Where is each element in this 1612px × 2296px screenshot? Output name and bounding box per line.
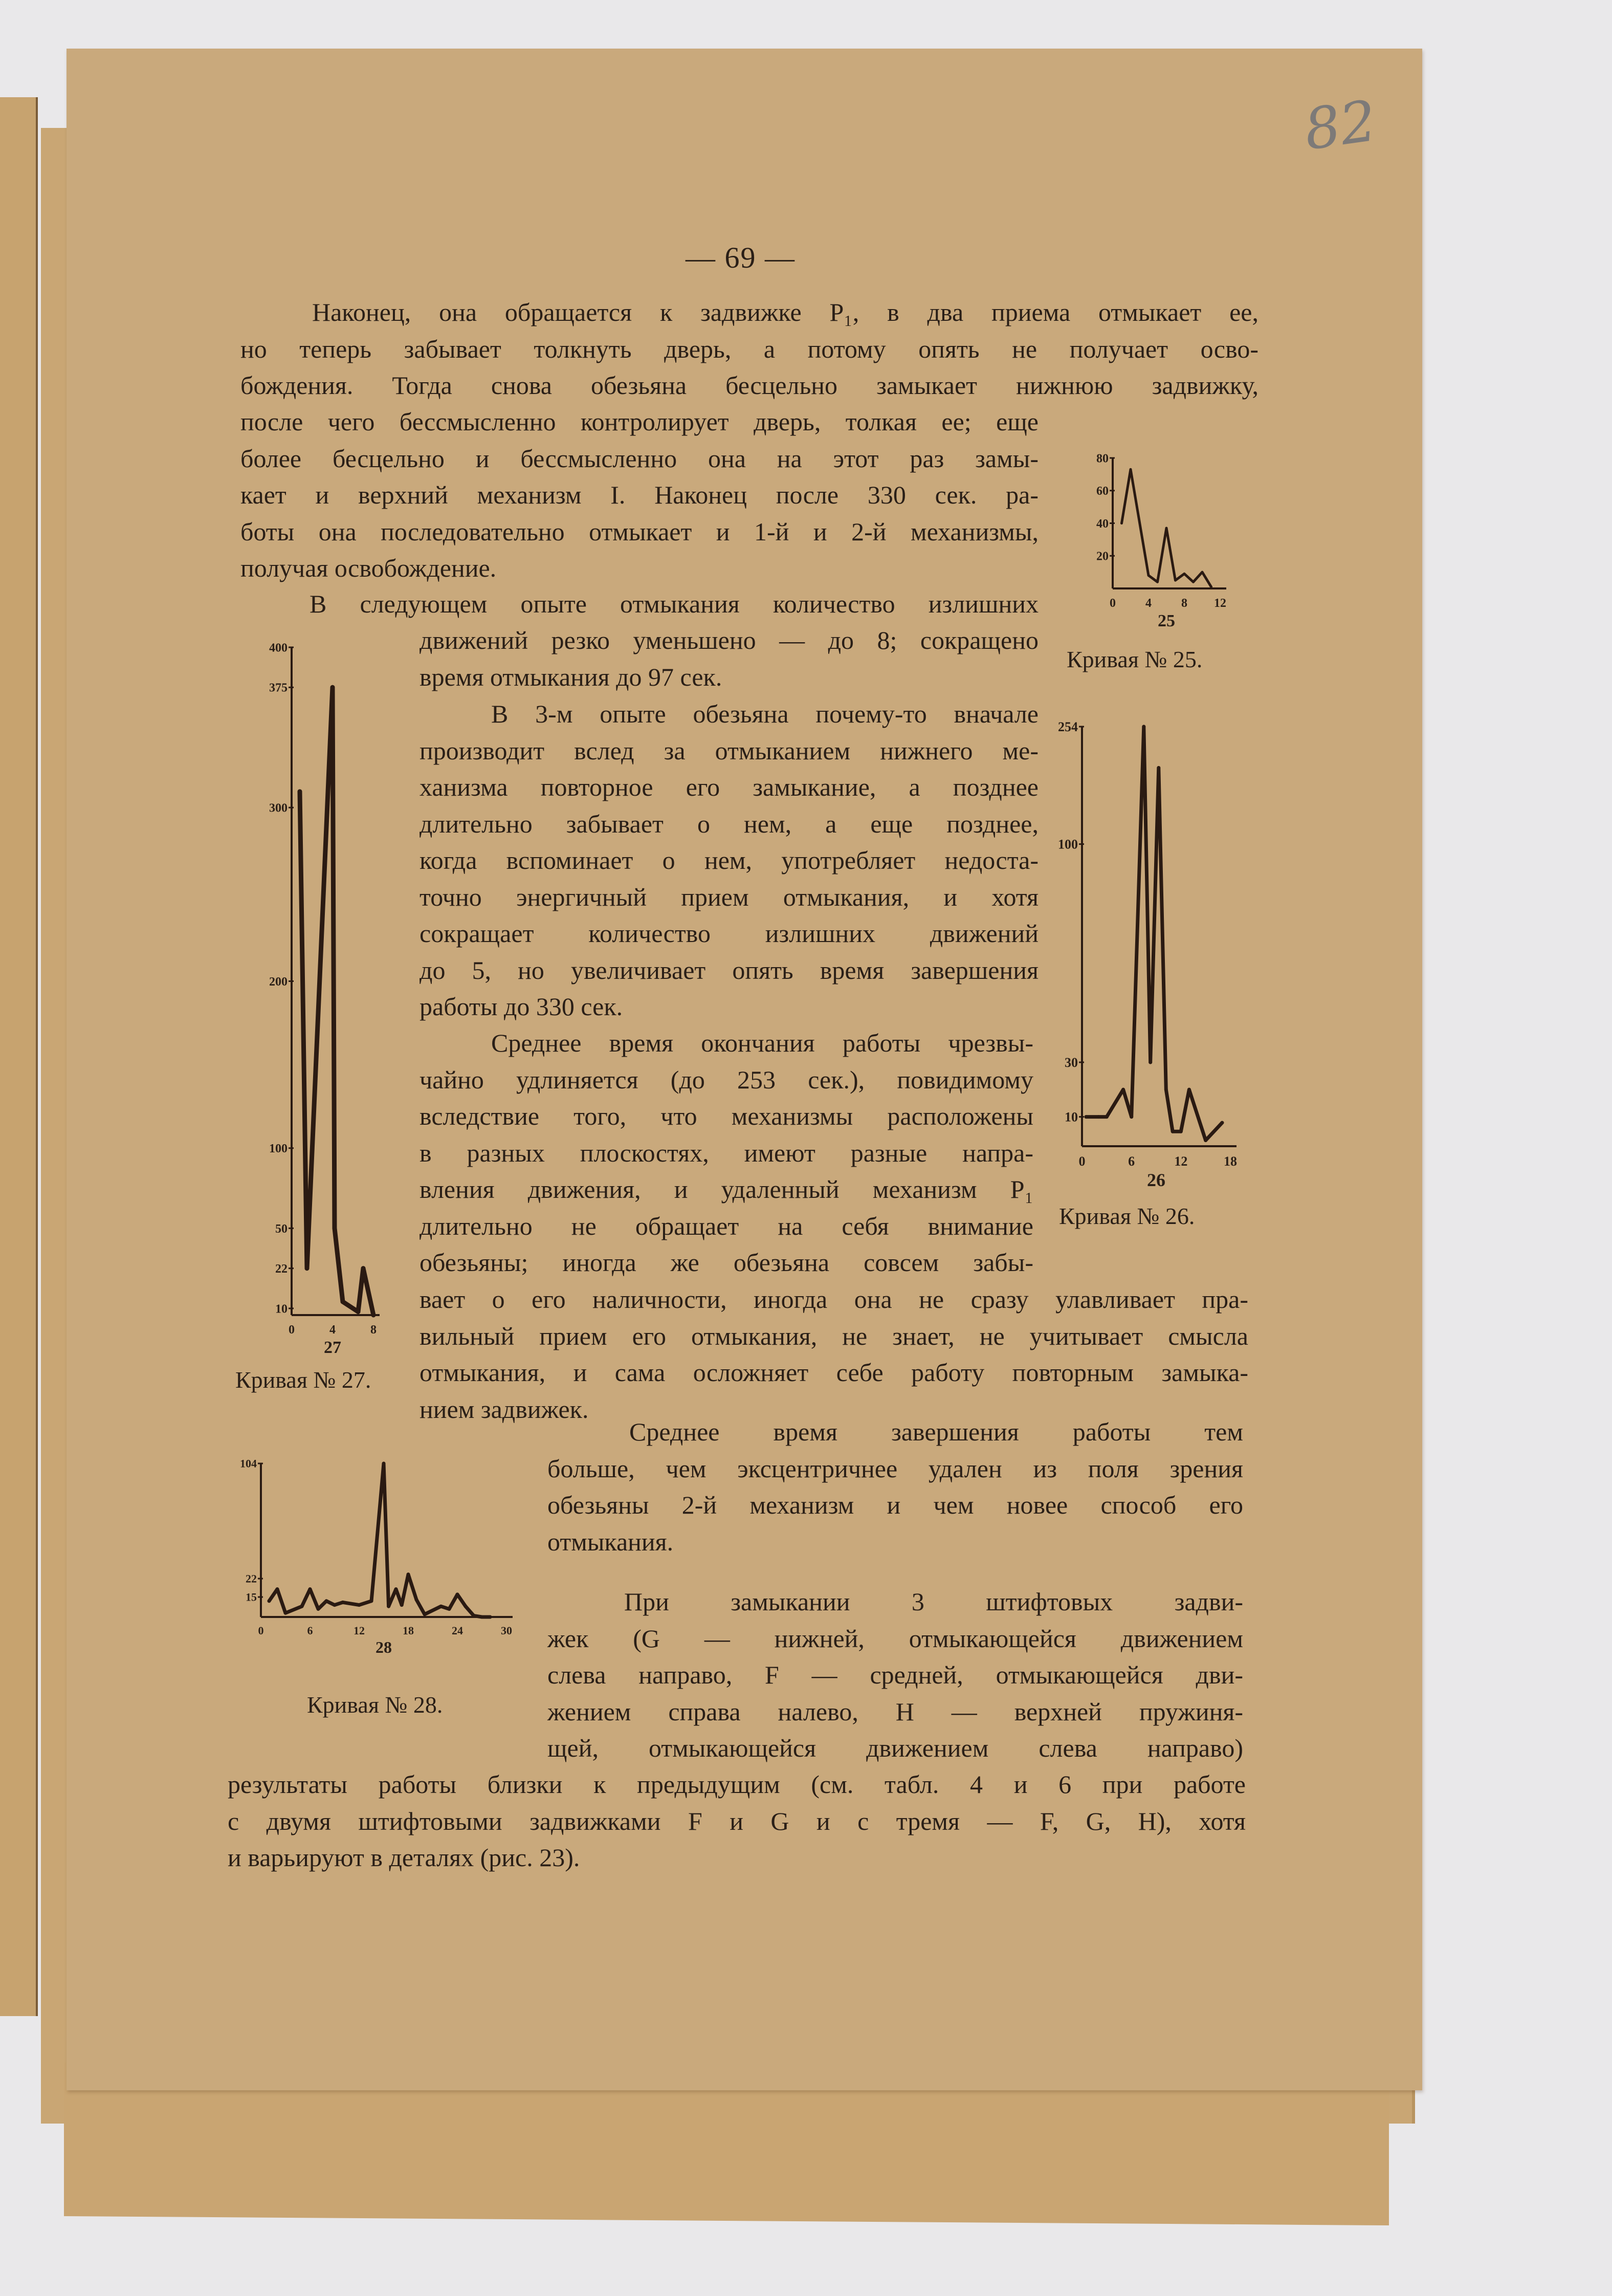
text-line: кает и верхний механизм I. Наконец после 330 сек. ра- — [240, 480, 1039, 509]
text-line: В 3-м опыте обезьяна почему-то вначале — [491, 699, 1039, 728]
text-line: вления движения, и удаленный механизм P₁ — [419, 1175, 1033, 1204]
data-point — [1201, 571, 1204, 574]
data-point — [400, 1603, 404, 1607]
x-tick-label: 12 — [354, 1624, 365, 1637]
data-point — [370, 1599, 373, 1603]
data-point — [1171, 1130, 1175, 1133]
text-line: время отмыкания до 97 сек. — [419, 662, 722, 691]
data-point — [439, 1605, 443, 1608]
y-tick-label: 400 — [269, 641, 288, 655]
x-tick-label: 4 — [1145, 597, 1152, 610]
paragraph-1 — [240, 294, 1258, 404]
data-point — [489, 1615, 492, 1619]
chart-title: 27 — [324, 1338, 341, 1357]
y-tick-label: 22 — [275, 1262, 288, 1276]
data-point — [1187, 1088, 1191, 1091]
paragraph-2-cont — [419, 622, 1039, 695]
data-point — [1192, 581, 1195, 583]
y-tick-label: 60 — [1096, 485, 1109, 498]
y-tick-label: 20 — [1096, 550, 1109, 563]
text-line: длительно забывает о нем, а еще позднее, — [419, 809, 1039, 838]
x-tick-label: 30 — [501, 1624, 512, 1637]
text-line: производит вслед за отмыканием нижнего ме- — [419, 736, 1039, 765]
y-tick-label: 50 — [275, 1222, 288, 1236]
data-point — [1220, 1121, 1224, 1125]
data-point — [268, 1599, 271, 1603]
data-point — [341, 1601, 345, 1604]
data-point — [480, 1615, 484, 1619]
data-point — [361, 1266, 366, 1271]
adjacent-page-edge — [0, 97, 38, 2016]
text-line: до 5, но увеличивает опять время завершения — [419, 955, 1039, 985]
text-line: точно энергичный прием отмыкания, и хотя — [419, 882, 1039, 911]
text-line: получая освобождение. — [240, 554, 497, 582]
data-point — [464, 1605, 468, 1608]
text-line: после чего бессмысленно контролирует дверь, толкая ее; еще — [240, 407, 1039, 436]
handwritten-folio-number: 82 — [1300, 88, 1381, 163]
data-point — [1085, 1115, 1088, 1119]
data-point — [341, 1299, 345, 1304]
data-point — [276, 1587, 279, 1591]
data-point — [448, 1607, 451, 1611]
data-point — [394, 1587, 398, 1591]
text-line: отмыкания, и сама осложняет себе работу повторным замыка- — [419, 1358, 1248, 1387]
data-point — [1121, 1088, 1125, 1091]
curve-27-chart — [256, 640, 394, 1356]
curve-25-caption: Кривая № 25. — [1067, 646, 1203, 672]
y-tick-label: 15 — [246, 1590, 257, 1604]
text-line: работы до 330 сек. — [419, 992, 623, 1021]
paragraph-4-wide — [419, 1281, 1248, 1428]
data-point — [1147, 574, 1150, 577]
text-line: В следующем опыте отмыкания количество излишних — [310, 589, 1039, 618]
y-tick-label: 200 — [269, 975, 288, 989]
data-point — [284, 1611, 288, 1615]
text-line: Среднее время завершения работы тем — [629, 1417, 1243, 1446]
text-line: жением справа налево, H — верхней пружиня- — [547, 1697, 1243, 1726]
data-point — [1149, 1061, 1152, 1064]
data-point — [305, 1266, 310, 1271]
data-point — [333, 1226, 337, 1231]
paragraph-6-wide — [228, 1766, 1246, 1876]
data-point — [456, 1592, 459, 1596]
text-line: бождения. Тогда снова обезьяна бесцельно замыкает нижнюю задвижку, — [240, 371, 1258, 400]
curve-26-caption: Кривая № 26. — [1059, 1203, 1195, 1229]
data-point — [1120, 522, 1123, 524]
text-line: обезьяны 2-й механизм и чем новее способ его — [547, 1491, 1243, 1519]
data-point — [358, 1603, 361, 1607]
text-line: ханизма повторное его замыкание, а позднее — [419, 773, 1039, 801]
text-line: вильный прием его отмыкания, не знает, не учитывает смысла — [419, 1321, 1248, 1350]
data-point — [300, 1605, 304, 1608]
text-line: При замыкании 3 штифтовых задви- — [624, 1587, 1243, 1616]
text-line: слева направо, F — средней, отмыкающейся дви- — [547, 1660, 1243, 1689]
data-point — [330, 685, 335, 690]
x-tick-label: 0 — [1110, 597, 1116, 610]
y-tick-label: 100 — [1058, 837, 1078, 852]
y-tick-label: 10 — [275, 1302, 288, 1316]
text-line: но теперь забывает толкнуть дверь, а потому опять не получает осво- — [240, 334, 1258, 363]
data-point — [325, 1599, 328, 1603]
paragraph-1-narrow — [240, 404, 1039, 587]
text-line: Наконец, она обращается к задвижке P₁, в два приема отмыкает ее, — [312, 298, 1258, 326]
data-point — [1142, 725, 1145, 729]
text-line: обезьяны; иногда же обезьяна совсем забы- — [419, 1248, 1033, 1277]
data-point — [308, 1587, 312, 1591]
data-point — [1164, 1088, 1168, 1091]
data-point — [387, 1605, 390, 1608]
series-line — [300, 687, 373, 1315]
paragraph-5 — [547, 1414, 1243, 1560]
text-line: вследствие того, что механизмы расположены — [419, 1102, 1033, 1130]
y-tick-label: 254 — [1058, 719, 1078, 735]
x-tick-label: 0 — [1078, 1154, 1086, 1169]
chart-title: 26 — [1147, 1170, 1165, 1190]
text-line: жек (G — нижней, отмыкающейся движением — [547, 1624, 1243, 1653]
data-point — [1179, 1130, 1183, 1133]
text-line: когда вспоминает о нем, употребляет недоста- — [419, 846, 1039, 874]
data-point — [1165, 527, 1168, 530]
y-tick-label: 30 — [1065, 1055, 1078, 1070]
text-line: сокращает количество излишних движений — [419, 919, 1039, 948]
paragraph-6 — [547, 1584, 1243, 1767]
text-line: боты она последовательно отмыкает и 1-й и 2-й механизмы, — [240, 517, 1039, 546]
data-point — [1130, 1115, 1133, 1119]
data-point — [333, 1603, 337, 1607]
x-tick-label: 24 — [452, 1624, 463, 1637]
text-line: движений резко уменьшено — до 8; сокращено — [419, 626, 1039, 654]
data-point — [356, 1309, 361, 1314]
text-line: больше, чем эксцентричнее удален из поля зрения — [547, 1454, 1243, 1483]
y-tick-label: 100 — [269, 1142, 288, 1156]
curve-25-chart — [1085, 445, 1258, 629]
y-tick-label: 300 — [269, 801, 288, 815]
data-point — [1210, 585, 1212, 588]
paragraph-2 — [310, 586, 1039, 623]
page-number: — 69 — — [686, 241, 796, 274]
curve-27-caption: Кривая № 27. — [235, 1367, 371, 1393]
paragraph-4 — [419, 1025, 1033, 1281]
data-point — [1105, 1115, 1109, 1119]
x-tick-label: 4 — [329, 1323, 336, 1337]
curve-28-caption: Кривая № 28. — [307, 1692, 443, 1718]
data-point — [1183, 573, 1186, 575]
text-line: Среднее время окончания работы чрезвы- — [491, 1029, 1033, 1057]
text-line: отмыкания. — [547, 1527, 674, 1556]
y-tick-label: 375 — [269, 681, 288, 695]
data-point — [423, 1612, 427, 1616]
x-tick-label: 0 — [289, 1323, 295, 1337]
data-point — [1097, 1115, 1100, 1119]
x-tick-label: 18 — [403, 1624, 414, 1637]
y-tick-label: 80 — [1096, 452, 1109, 466]
data-point — [1156, 581, 1159, 583]
text-line: и варьируют в деталях (рис. 23). — [228, 1843, 580, 1872]
data-point — [298, 789, 302, 794]
x-tick-label: 8 — [1181, 597, 1187, 610]
data-point — [1174, 579, 1177, 582]
x-tick-label: 6 — [307, 1624, 313, 1637]
x-tick-label: 18 — [1224, 1154, 1237, 1169]
series-line — [1086, 727, 1222, 1141]
y-tick-label: 22 — [246, 1572, 257, 1585]
curve-28-chart — [233, 1453, 529, 1668]
x-tick-label: 6 — [1128, 1154, 1135, 1169]
text-line: в разных плоскостях, имеют разные напра- — [419, 1138, 1033, 1167]
chart-title: 25 — [1158, 611, 1175, 630]
y-tick-label: 40 — [1096, 517, 1109, 531]
data-point — [371, 1313, 376, 1318]
y-tick-label: 10 — [1065, 1109, 1078, 1125]
x-tick-label: 12 — [1174, 1154, 1188, 1169]
data-point — [317, 1607, 320, 1611]
data-point — [1130, 468, 1132, 471]
text-line: вает о его наличности, иногда она не сразу улавливает пра- — [419, 1285, 1248, 1314]
paragraph-3 — [419, 696, 1039, 1025]
text-line: нием задвижек. — [419, 1394, 589, 1424]
y-tick-label: 104 — [240, 1457, 257, 1470]
x-tick-label: 8 — [370, 1323, 377, 1337]
chart-title: 28 — [376, 1638, 392, 1656]
text-line: длительно не обращает на себя внимание — [419, 1211, 1033, 1240]
x-tick-label: 0 — [258, 1624, 264, 1637]
text-line: результаты работы близки к предыдущим (см. табл. 4 и 6 при работе — [228, 1770, 1246, 1799]
data-point — [1157, 766, 1160, 770]
text-line: с двумя штифтовыми задвижками F и G и с тремя — F, G, H), хотя — [228, 1806, 1246, 1835]
data-point — [407, 1572, 410, 1576]
text-line: щей, отмыкающейся движением слева направо) — [547, 1734, 1243, 1762]
text-line: чайно удлиняется (до 253 сек.), повидимому — [419, 1065, 1033, 1094]
text-line: более бесцельно и бессмысленно она на этот раз замы- — [240, 444, 1039, 473]
data-point — [1204, 1139, 1207, 1142]
x-tick-label: 12 — [1214, 597, 1226, 610]
data-point — [415, 1598, 418, 1602]
curve-26-chart — [1054, 716, 1248, 1192]
data-point — [382, 1462, 386, 1466]
data-point — [472, 1614, 476, 1617]
